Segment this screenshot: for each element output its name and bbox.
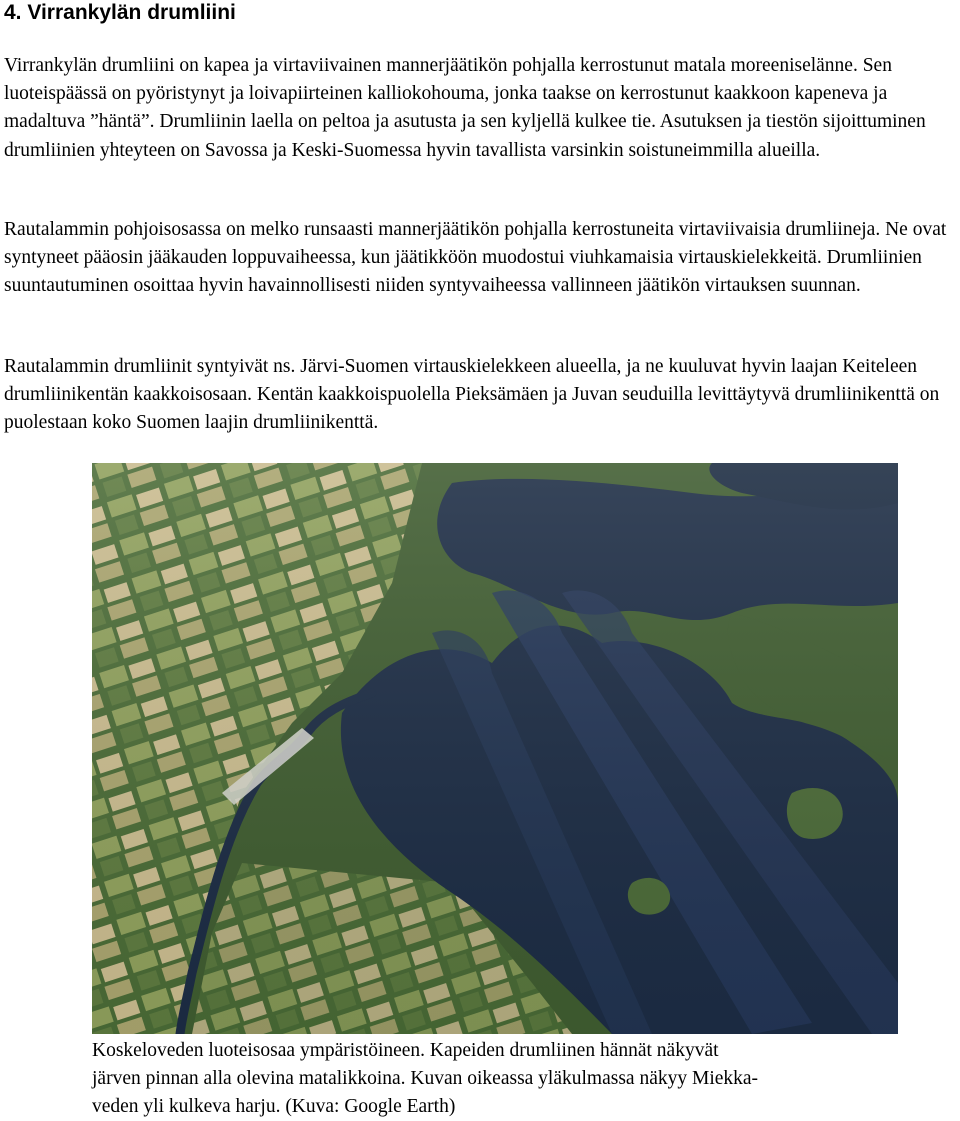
caption-line-1: Koskeloveden luoteisosaa ympäristöineen. Kapeiden drumliinen hännät näkyvät bbox=[92, 1040, 719, 1061]
section-heading: 4. Virrankylän drumliini bbox=[4, 1, 236, 24]
caption-line-2: järven pinnan alla olevina matalikkoina. Kuvan oikeassa yläkulmassa näkyy Miekka- bbox=[92, 1068, 759, 1089]
caption-line-3: veden yli kulkeva harju. (Kuva: Google Earth) bbox=[92, 1096, 456, 1117]
aerial-photo bbox=[92, 463, 898, 1034]
paragraph-3: Rautalammin drumliinit syntyivät ns. Järvi-Suomen virtauskielekkeen alueella, ja ne kuuluvat hyvin laajan Keiteleen drumliinikentän kaakkoisosaan. Kentän kaakkoispuolella Pieksämäen ja Juvan seuduilla levittäytyvä drumliinikenttä on puolestaan koko Suomen laajin drumliinikenttä. bbox=[4, 356, 940, 434]
photo-caption bbox=[92, 1037, 904, 1121]
paragraph-1: Virrankylän drumliini on kapea ja virtaviivainen mannerjäätikön pohjalla kerrostunut matala moreeniselänne. Sen luoteispäässä on pyöristynyt ja loivapiirteinen kalliokohouma, jonka taakse on kerrostunut kaakkoon kapeneva ja madaltuva ”häntä”. Drumliinin laella on peltoa ja asutusta ja sen kyljellä kulkee tie. Asutuksen ja tiestön sijoittuminen drumliinien yhteyteen on Savossa ja Keski-Suomessa hyvin tavallista varsinkin soistuneimmilla alueilla. bbox=[4, 55, 926, 161]
paragraph-2: Rautalammin pohjoisosassa on melko runsaasti mannerjäätikön pohjalla kerrostuneita virtaviivaisia drumliineja. Ne ovat syntyneet pääosin jääkauden loppuvaiheessa, kun jäätikköön muodostui viuhkamaisia virtauskielekkeitä. Drumliinien suuntautuminen osoittaa hyvin havainnollisesti niiden syntyvaiheessa vallinneen jäätikön virtauksen suunnan. bbox=[4, 219, 947, 297]
